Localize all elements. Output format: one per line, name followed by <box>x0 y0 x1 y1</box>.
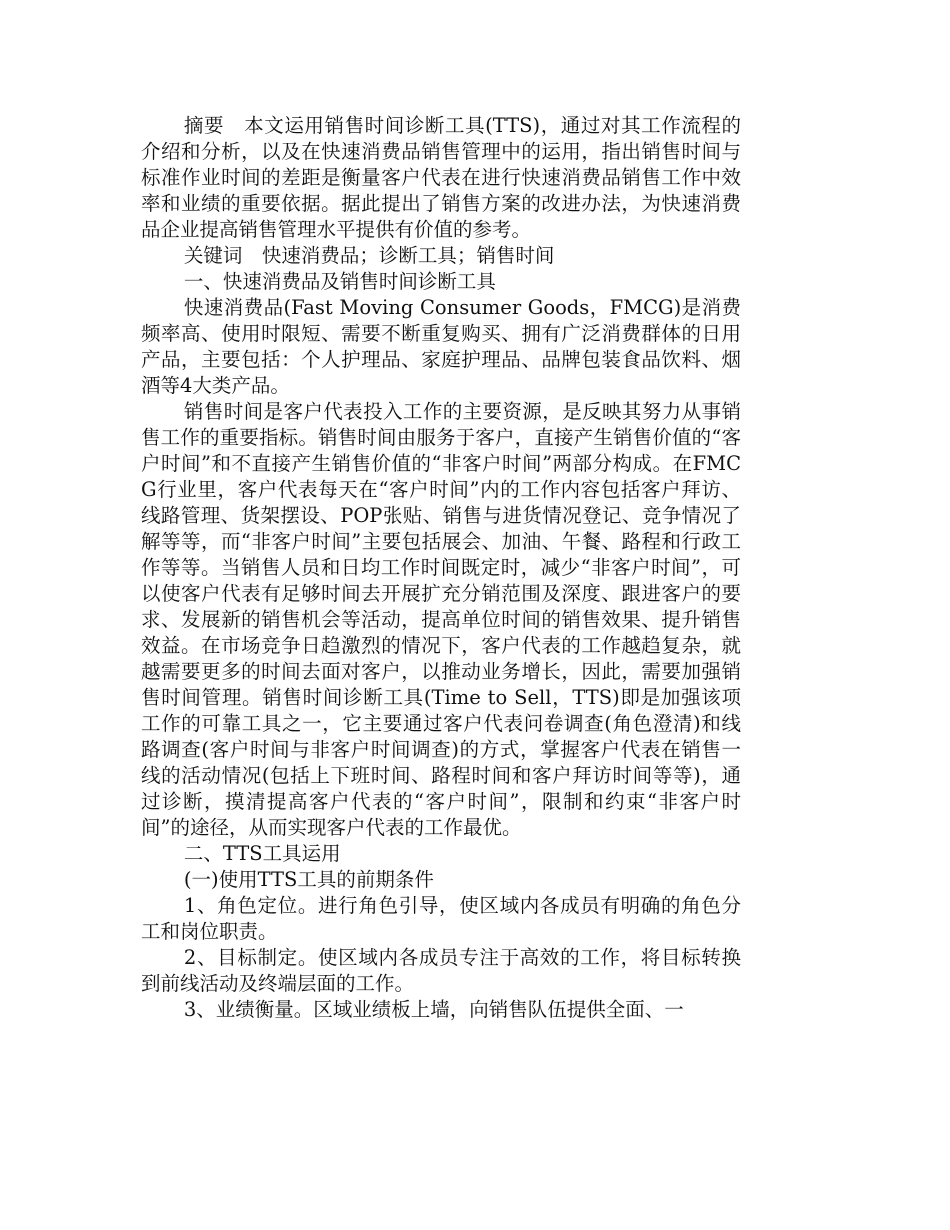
list-item: 2、目标制定。使区域内各成员专注于高效的工作，将目标转换到前线活动及终端层面的工作。 <box>141 946 741 995</box>
body-paragraph: 销售时间是客户代表投入工作的主要资源，是反映其努力从事销售工作的重要指标。销售时间由服务于客户，直接产生销售价值的“客户时间”和不直接产生销售价值的“非客户时间”两部分构成。在FMCG行业里，客户代表每天在“客户时间”内的工作内容包括客户拜访、线路管理、货架摆设、POP张贴、销售与进货情况登记、竞争情况了解等等，而“非客户时间”主要包括展会、加油、午餐、路程和行政工作等等。当销售人员和日均工作时间既定时，减少“非客户时间”，可以使客户代表有足够时间去开展扩充分销范围及深度、跟进客户的要求、发展新的销售机会等活动，提高单位时间的销售效果、提升销售效益。在市场竞争日趋激烈的情况下，客户代表的工作越趋复杂，就越需要更多的时间去面对客户，以推动业务增长，因此，需要加强销售时间管理。销售时间诊断工具(Time to Sell，TTS)即是加强该项工作的可靠工具之一，它主要通过客户代表问卷调查(角色澄清)和线路调查(客户时间与非客户时间调查)的方式，掌握客户代表在销售一线的活动情况(包括上下班时间、路程时间和客户拜访时间等等)，通过诊断，摸清提高客户代表的“客户时间”，限制和约束“非客户时间”的途径，从而实现客户代表的工作最优。 <box>141 400 741 839</box>
abstract-paragraph: 摘要 本文运用销售时间诊断工具(TTS)，通过对其工作流程的介绍和分析，以及在快速消费品销售管理中的运用，指出销售时间与标准作业时间的差距是衡量客户代表在进行快速消费品销售工作中效率和业绩的重要依据。据此提出了销售方案的改进办法，为快速消费品企业提高销售管理水平提供有价值的参考。 <box>141 114 741 241</box>
list-item: 1、角色定位。进行角色引导，使区域内各成员有明确的角色分工和岗位职责。 <box>141 894 741 943</box>
subsection-heading: (一)使用TTS工具的前期条件 <box>183 868 434 891</box>
keywords-paragraph: 关键词 快速消费品；诊断工具；销售时间 <box>183 244 555 267</box>
section-heading-2: 二、TTS工具运用 <box>183 842 341 865</box>
list-item: 3、业绩衡量。区域业绩板上墙，向销售队伍提供全面、一 <box>183 998 684 1021</box>
body-paragraph: 快速消费品(Fast Moving Consumer Goods，FMCG)是消费频率高、使用时限短、需要不断重复购买、拥有广泛消费群体的日用产品，主要包括：个人护理品、家庭护理品、品牌包装食品饮料、烟酒等4大类产品。 <box>141 296 741 397</box>
section-heading-1: 一、快速消费品及销售时间诊断工具 <box>183 270 496 293</box>
document-body <box>141 113 741 1023</box>
